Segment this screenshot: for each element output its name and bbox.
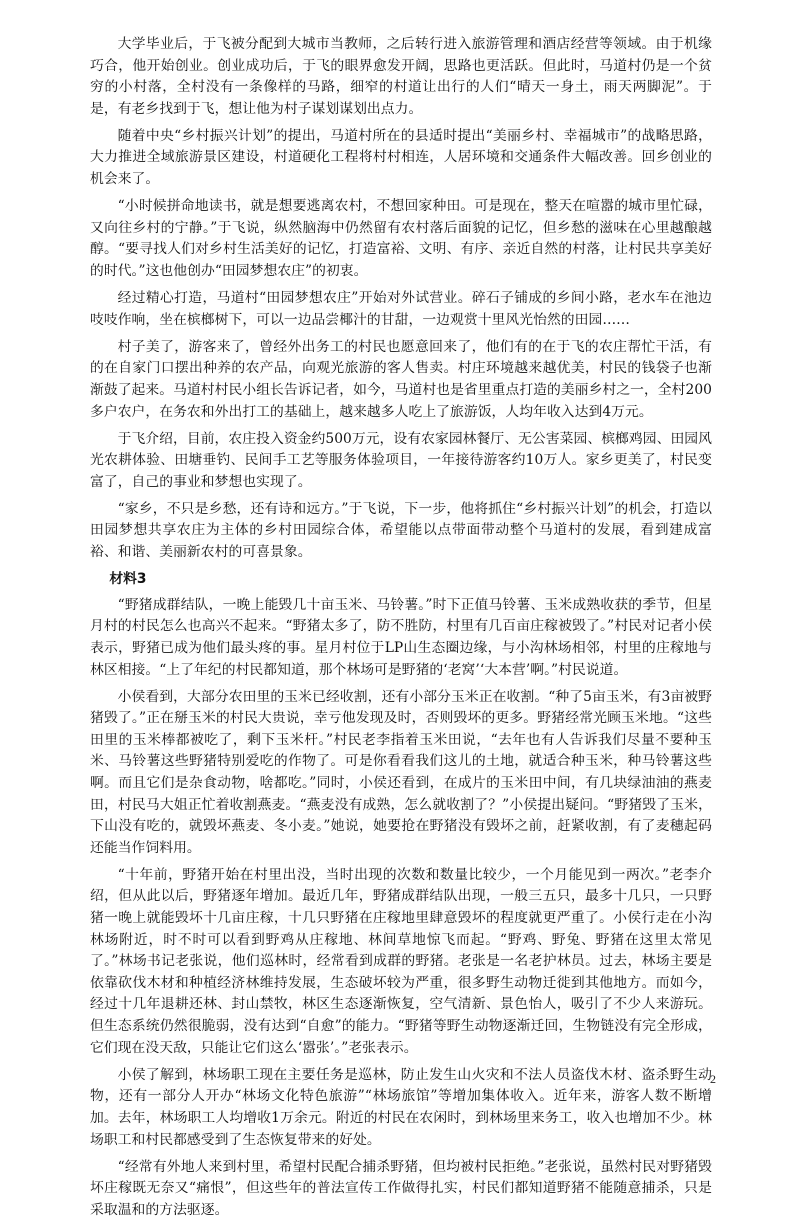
- paragraph-village-income: 村子美了，游客来了，曾经外出务工的村民也愿意回来了，他们有的在于飞的农庄帮忙干活，有的在自家门口摆出种养的农产品，向观光旅游的客人售卖。村庄环境越来越优美，村民的钱袋子也渐渐鼓了起来。马道村村民小组长告诉记者，如今，马道村也是省里重点打造的美丽乡村之一，全村200多户农户，在务农和外出打工的基础上，越来越多人吃上了旅游饭，人均年收入达到4万元。: [90, 338, 712, 420]
- paragraph-future-plan: “家乡，不只是乡愁，还有诗和远方。”于飞说，下一步，他将抓住“乡村振兴计划”的机会，打造以田园梦想共享农庄为主体的乡村田园综合体，希望能以点带面带动整个马道村的发展，看到建成富裕、和谐、美丽新农村的可喜景象。: [90, 500, 712, 561]
- paragraph-wild-boar-damage: “野猪成群结队，一晚上能毁几十亩玉米、马铃薯。”时下正值马铃薯、玉米成熟收获的季节，但星月村的村民怎么也高兴不起来。“野猪太多了，防不胜防，村里有几百亩庄稼被毁了。”村民对记者小侯表示，野猪已成为他们最头疼的事。星月村位于LP山生态圈边缘，与小沟林场相邻，村里的庄稼地与林区相接。“上了年纪的村民都知道，那个林场可是野猪的‘老窝’‘大本营’啊。”村民说道。: [90, 596, 712, 678]
- paragraph-childhood-memory: “小时候拼命地读书，就是想要逃离农村，不想回家种田。可是现在，整天在喧嚣的城市里忙碌，又向往乡村的宁静。”于飞说，纵然脑海中仍然留有农村落后面貌的记忆，但乡愁的滋味在心里越酿越醇。“要寻找人们对乡村生活美好的记忆，打造富裕、文明、有序、亲近自然的村落，让村民共享美好的时代。”这也他创办“田园梦想农庄”的初衷。: [90, 198, 712, 279]
- paragraph-harvest-observation: 小侯看到，大部分农田里的玉米已经收割，还有小部分玉米正在收割。“种了5亩玉米，有3亩被野猪毁了。”正在掰玉米的村民大贵说，幸亏他发现及时，否则毁坏的更多。野猪经常光顾玉米地。“这些田里的玉米棒都被吃了，剩下玉米杆。”村民老李指着玉米田说，“去年也有人告诉我们尽量不要种玉米、马铃薯这些野猪特别爱吃的作物了。可是你看看我们这儿的土地，就适合种玉米，种马铃薯这些啊。而且它们是杂食动物，啥都吃。”同时，小侯还看到，在成片的玉米田中间，有几块绿油油的燕麦田，村民马大姐正忙着收割燕麦。“燕麦没有成熟，怎么就收割了？”小侯提出疑问。“野猪毁了玉米，下山没有吃的，就毁坏燕麦、冬小麦。”她说，她要抢在野猪没有毁坏之前，赶紧收割，有了麦穗起码还能当作饲料用。: [90, 688, 712, 856]
- paragraph-graduation: 大学毕业后，于飞被分配到大城市当教师，之后转行进入旅游管理和酒店经营等领域。由于机缘巧合，他开始创业。创业成功后，于飞的眼界愈发开阔，思路也更活跃。但此时，马道村仍是一个贫穷的小村落，全村没有一条像样的马路，细窄的村道让出行的人们“晴天一身土，雨天两脚泥”。于是，有老乡找到于飞，想让他为村子谋划谋划出点力。: [90, 36, 712, 117]
- paragraph-rural-revitalization: 随着中央“乡村振兴计划”的提出，马道村所在的县适时提出“美丽乡村、幸福城市”的战略思路，大力推进全域旅游景区建设，村道硬化工程将村村相连，人居环境和交通条件大幅改善。回乡创业的机会来了。: [90, 127, 712, 188]
- paragraph-boar-increase: “十年前，野猪开始在村里出没，当时出现的次数和数量比较少，一个月能见到一两次。”老李介绍，但从此以后，野猪逐年增加。最近几年，野猪成群结队出现，一般三五只，最多十几只，一只野猪一晚上就能毁坏十几亩庄稼，十几只野猪在庄稼地里肆意毁坏的程度就更严重了。小侯行走在小沟林场附近，时不时可以看到野鸡从庄稼地、林间草地惊飞而起。“野鸡、野兔、野猪在这里太常见了。”林场书记老张说，他们巡林时，经常看到成群的野猪。老张是一名老护林员。过去，林场主要是依靠砍伐木材和种植经济林维持发展，生态破坏较为严重，很多野生动物迁徙到其他地方。而如今，经过十几年退耕还林、封山禁牧，林区生态逐渐恢复，空气清新、景色怡人，吸引了不少人来游玩。但生态系统仍然很脆弱，没有达到“自愈”的能力。“野猪等野生动物逐渐迁回，生物链没有完全形成，它们现在没天敌，只能让它们这么‘嚣张’。”老张表示。: [90, 866, 712, 1056]
- paragraph-farm-investment: 于飞介绍，目前，农庄投入资金约500万元，设有农家园林餐厅、无公害菜园、槟榔鸡园、田园风光农耕体验、田塘垂钓、民间手工艺等服务体验项目，一年接待游客约10万人。家乡更美了，村民变富了，自己的事业和梦想也实现了。: [90, 430, 712, 490]
- page-number: 2: [710, 1072, 716, 1086]
- paragraph-trial-opening: 经过精心打造，马道村“田园梦想农庄”开始对外试营业。碎石子铺成的乡间小路，老水车在池边吱吱作响，坐在槟榔树下，可以一边品尝椰汁的甘甜，一边观赏十里风光怡然的田园……: [90, 290, 712, 328]
- paragraph-forest-workers: 小侯了解到，林场职工现在主要任务是巡林，防止发生山火灾和不法人员盗伐木材、盗杀野生动物，还有一部分人开办“林场文化特色旅游”“林场旅馆”等增加集体收入。近年来，游客人数不断增加。去年，林场职工人均增收1万余元。附近的村民在农闲时，到林场里来务工，收入也增加不少。林场职工和村民都感受到了生态恢复带来的好处。: [90, 1066, 712, 1148]
- section-heading-material-3: 材料3: [109, 571, 147, 588]
- paragraph-no-hunting: “经常有外地人来到村里，希望村民配合捕杀野猪，但均被村民拒绝。”老张说，虽然村民对野猪毁坏庄稼既无奈又“痛恨”，但这些年的普法宣传工作做得扎实，村民们都知道野猪不能随意捕杀，只是采取温和的方法驱逐。: [90, 1158, 712, 1218]
